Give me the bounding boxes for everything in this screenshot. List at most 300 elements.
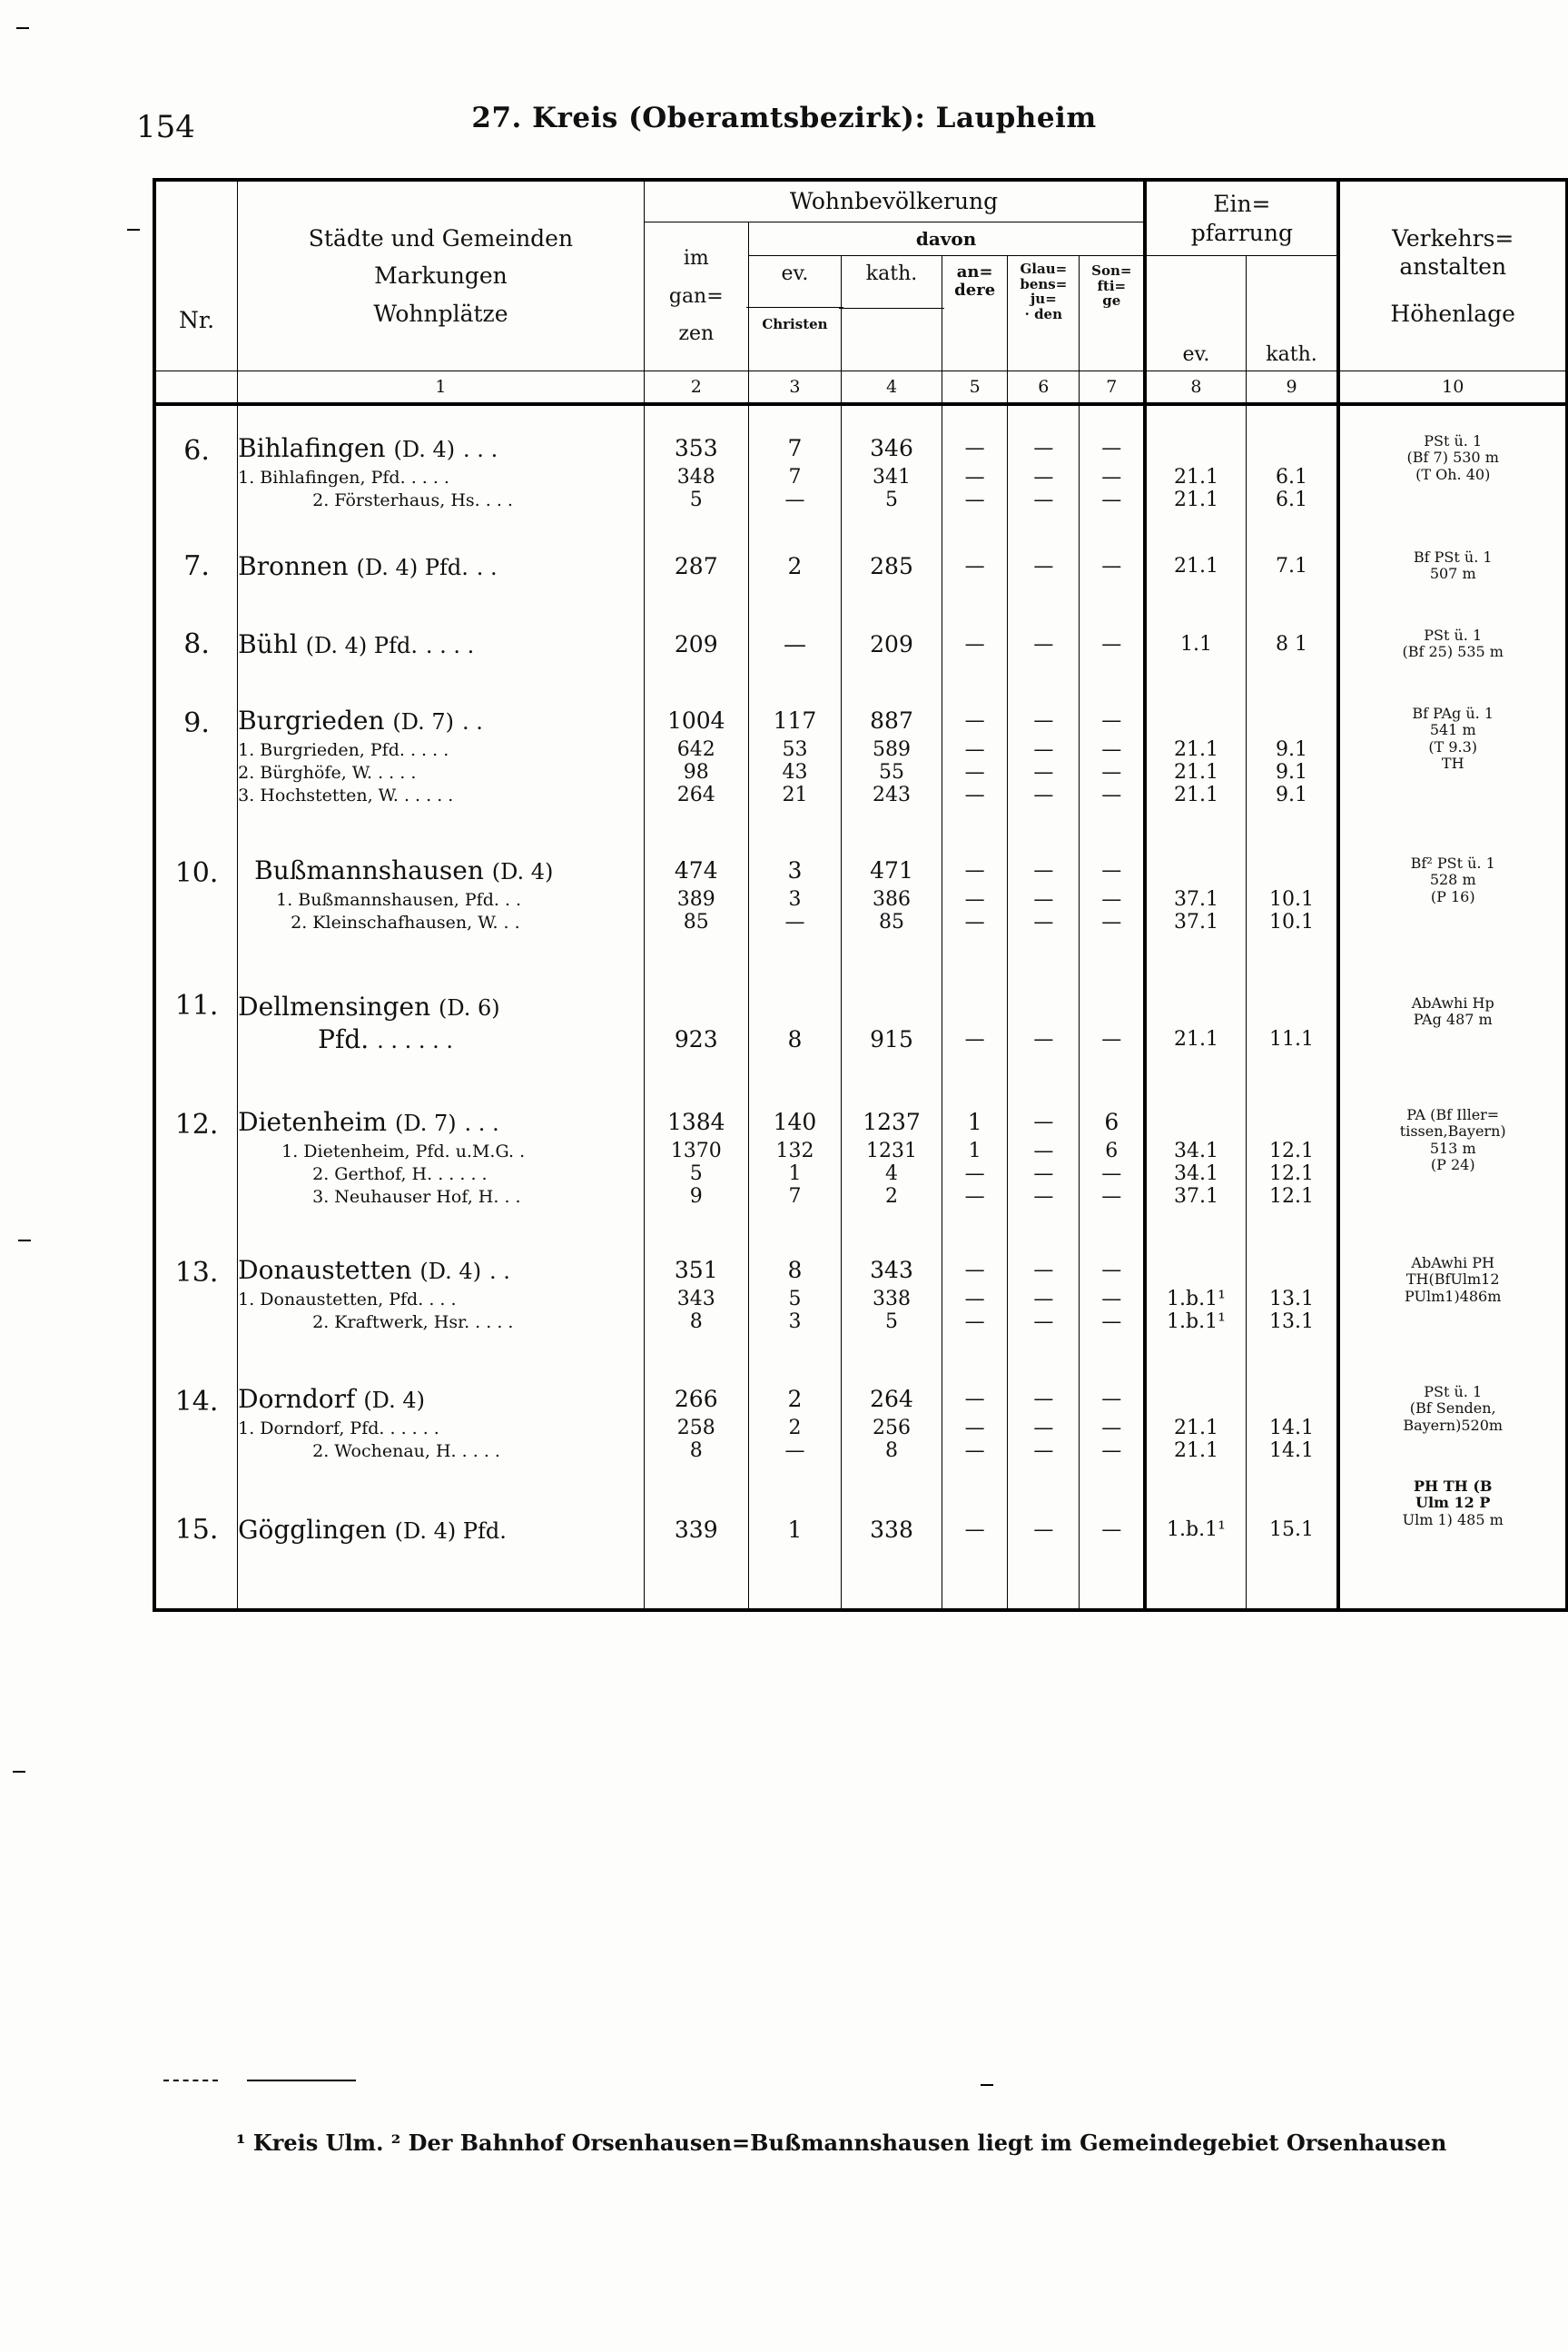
verkehr-line: 507 m: [1429, 565, 1476, 582]
row-name: [238, 852, 645, 888]
header-sonstige-line-1: Son=: [1091, 262, 1132, 279]
sonstige: —: [1080, 702, 1146, 738]
ein-ev: 21.1: [1145, 1439, 1246, 1462]
bottom-cell: [238, 1606, 645, 1610]
andere: —: [942, 1417, 1007, 1439]
sub-name: [238, 911, 645, 934]
ev-blank: [748, 988, 841, 1024]
spacer-cell: [238, 584, 645, 626]
verkehr-line: PSt ü. 1: [1424, 1383, 1483, 1400]
ein-kath: [1246, 1380, 1338, 1417]
spacer-cell: [238, 934, 645, 988]
header-verkehrsanstalten: [1338, 180, 1567, 371]
sub-label: 3. Neuhauser Hof, H.: [312, 1186, 499, 1207]
sub-label: 1. Donaustetten, Pfd.: [238, 1289, 424, 1309]
andere: —: [942, 911, 1007, 934]
ev: —: [748, 489, 841, 511]
ein-ev: 37.1: [1145, 1185, 1246, 1208]
sub-dots: . . . .: [475, 1311, 514, 1332]
ev: 2: [748, 1380, 841, 1417]
spacer-cell: [748, 404, 841, 430]
spacer-cell: [942, 1208, 1007, 1251]
spacer-cell: [238, 1548, 645, 1606]
row-name: [238, 626, 645, 662]
bottom-cell: [644, 1606, 748, 1610]
colnum-1: 1: [238, 371, 645, 405]
header-places-line-2: Markungen: [374, 262, 508, 290]
kath: 915: [842, 1024, 942, 1054]
spacer-cell: [1145, 1208, 1246, 1251]
sonstige: —: [1080, 548, 1146, 584]
spacer-cell: [748, 1054, 841, 1103]
spacer-cell: [1080, 511, 1146, 548]
spacer-cell: [1246, 404, 1338, 430]
ev: 1: [748, 1512, 841, 1548]
spacer-cell: [748, 1333, 841, 1380]
place-name: Bihlafingen: [238, 432, 386, 463]
colnum-5: 5: [942, 371, 1007, 405]
sub-name: [238, 466, 645, 489]
spacer-row: [154, 934, 1567, 988]
bottom-cell: [748, 1606, 841, 1610]
header-places-line-3: Wohnplätze: [373, 300, 508, 327]
spacer-cell: [644, 662, 748, 702]
ev: 3: [748, 1310, 841, 1333]
sonstige: —: [1080, 1024, 1146, 1054]
spacer-row: [154, 404, 1567, 430]
verkehr-line: (P 16): [1430, 887, 1475, 905]
colnum-10: 10: [1338, 371, 1567, 405]
verkehr: [1338, 626, 1567, 662]
spacer-cell: [1338, 1208, 1567, 1251]
total: 343: [644, 1288, 748, 1310]
sub-name: [238, 1439, 645, 1462]
ein-ev: 1.b.1¹: [1145, 1310, 1246, 1333]
juden: —: [1008, 430, 1080, 466]
ev: 2: [748, 1417, 841, 1439]
andere: —: [942, 1185, 1007, 1208]
spacer-row: [154, 1208, 1567, 1251]
verkehr: [1338, 988, 1567, 1054]
sub-name: [238, 1288, 645, 1310]
spacer-cell: [1008, 1333, 1080, 1380]
total-blank: [644, 988, 748, 1024]
ein-kath: 13.1: [1246, 1310, 1338, 1333]
place-dots-2: . . . . . .: [377, 1028, 453, 1053]
header-ev: ev.: [781, 262, 809, 285]
table-row: [154, 430, 1567, 466]
sub-name: [238, 784, 645, 806]
spacer-cell: [1145, 1333, 1246, 1380]
total: 85: [644, 911, 748, 934]
andere: —: [942, 1251, 1007, 1288]
ein-kath: 8 1: [1246, 626, 1338, 662]
kath: 243: [842, 784, 942, 806]
kath: 386: [842, 888, 942, 911]
sonstige: —: [1080, 1417, 1146, 1439]
ein-kath: [1246, 852, 1338, 888]
sub-name: [238, 1162, 645, 1185]
ein-kath: 11.1: [1246, 1024, 1338, 1054]
sub-name: [238, 1310, 645, 1333]
ein-ev: 21.1: [1145, 1024, 1246, 1054]
verkehr-line: 528 m: [1429, 871, 1476, 889]
margin-tick: [13, 1771, 25, 1773]
kath: 346: [842, 430, 942, 466]
total: 348: [644, 466, 748, 489]
juden: —: [1008, 626, 1080, 662]
ein-ev: 37.1: [1145, 888, 1246, 911]
spacer-cell: [748, 511, 841, 548]
verkehr-line: PA (Bf Iller=: [1406, 1106, 1500, 1123]
colnum-7: 7: [1080, 371, 1146, 405]
total: 389: [644, 888, 748, 911]
place-district: (D. 7): [395, 1110, 457, 1136]
header-einpfarrung-ev: ev.: [1182, 342, 1210, 366]
sub-dots: .: [519, 1141, 526, 1161]
colnum-2: 2: [644, 371, 748, 405]
ein-ev: 37.1: [1145, 911, 1246, 934]
spacer-cell: [154, 404, 238, 430]
kath: 1237: [842, 1103, 942, 1140]
ein-ev: 1.b.1¹: [1145, 1512, 1246, 1548]
place-name: Bronnen: [238, 550, 349, 581]
row-nr: 15.: [154, 1512, 238, 1548]
sub-label: 1. Burgrieden, Pfd.: [238, 739, 405, 760]
spacer-row: [154, 1054, 1567, 1103]
ein-kath: 6.1: [1246, 489, 1338, 511]
header-einpfarrung: [1145, 180, 1338, 256]
place-dots: . .: [461, 708, 483, 735]
spacer-cell: [942, 404, 1007, 430]
colnum-3: 3: [748, 371, 841, 405]
sub-label: 1. Dietenheim, Pfd. u.M.G.: [281, 1141, 515, 1161]
juden: —: [1008, 911, 1080, 934]
verkehr: [1338, 430, 1567, 511]
spacer-cell: [1080, 584, 1146, 626]
spacer-cell: [1145, 934, 1246, 988]
spacer-cell: [1080, 1548, 1146, 1606]
place-district: (D. 7): [392, 708, 455, 735]
row-name: [238, 1251, 645, 1288]
spacer-cell: [842, 662, 942, 702]
ein-ev: 34.1: [1145, 1140, 1246, 1162]
table-row: [154, 1380, 1567, 1417]
juden: —: [1008, 784, 1080, 806]
table-row: [154, 1103, 1567, 1140]
spacer-cell: [842, 1054, 942, 1103]
spacer-cell: [1338, 662, 1567, 702]
juden: —: [1008, 1185, 1080, 1208]
andere: —: [942, 738, 1007, 761]
spacer-cell: [1246, 1208, 1338, 1251]
verkehr-line: (Bf 25) 535 m: [1402, 643, 1504, 660]
ein-ev: [1145, 1103, 1246, 1140]
spacer-cell: [1008, 806, 1080, 852]
table-bottom-row: [154, 1606, 1567, 1610]
spacer-cell: [1008, 1054, 1080, 1103]
andere: —: [942, 1310, 1007, 1333]
verkehr: [1338, 548, 1567, 584]
spacer-cell: [238, 806, 645, 852]
spacer-cell: [842, 584, 942, 626]
row-nr: 14.: [154, 1380, 238, 1462]
sub-label: 3. Hochstetten, W.: [238, 785, 399, 805]
spacer-cell: [1246, 662, 1338, 702]
spacer-cell: [238, 1054, 645, 1103]
ein-kath: [1246, 1251, 1338, 1288]
sonstige: —: [1080, 466, 1146, 489]
andere: —: [942, 1288, 1007, 1310]
place-name: Dellmensingen: [238, 991, 431, 1022]
ein-ev: [1145, 702, 1246, 738]
sonstige: —: [1080, 784, 1146, 806]
verkehr: [1340, 1462, 1565, 1512]
verkehr-line: (Bf 7) 530 m: [1406, 449, 1499, 467]
andere: —: [942, 1439, 1007, 1462]
verkehr-line: PSt ü. 1: [1424, 432, 1483, 450]
spacer-cell: [1080, 934, 1146, 988]
sonstige: 6: [1080, 1140, 1146, 1162]
row-name: [238, 548, 645, 584]
place-dots: . . . .: [425, 632, 475, 658]
ein-kath: 10.1: [1246, 888, 1338, 911]
spacer-cell: [842, 806, 942, 852]
sonstige: —: [1080, 430, 1146, 466]
spacer-cell: [154, 511, 238, 548]
verkehr-line: AbAwhi Hp: [1411, 994, 1494, 1012]
spacer-cell: [644, 934, 748, 988]
row-nr: 7.: [154, 548, 238, 584]
ev: —: [748, 911, 841, 934]
spacer-cell: [942, 511, 1007, 548]
spacer-cell: [1080, 806, 1146, 852]
spacer-cell: [942, 806, 1007, 852]
kath: 338: [842, 1512, 942, 1548]
spacer-cell: [842, 404, 942, 430]
andere: —: [942, 548, 1007, 584]
ein-kath: 13.1: [1246, 1288, 1338, 1310]
ein-ev: [1145, 430, 1246, 466]
sub-label: 2. Kraftwerk, Hsr.: [312, 1311, 470, 1332]
bottom-cell: [842, 1606, 942, 1610]
sub-name: [238, 1140, 645, 1162]
juden: —: [1008, 1251, 1080, 1288]
sub-label: 2. Bürghöfe, W.: [238, 762, 373, 783]
verkehr-line: PUlm1)486m: [1405, 1287, 1502, 1305]
statistics-table: [153, 178, 1568, 1612]
spacer-cell: [1145, 662, 1246, 702]
place-dots: . . .: [464, 1110, 499, 1136]
andere: 1: [942, 1103, 1007, 1140]
ein-ev: [1145, 1251, 1246, 1288]
row-name: [238, 430, 645, 466]
sub-dots: . . .: [429, 1289, 457, 1309]
total: 353: [644, 430, 748, 466]
spacer-cell: [154, 662, 238, 702]
spacer-cell: [238, 1208, 645, 1251]
header-row-1: [154, 180, 1567, 222]
ein-kath: 14.1: [1246, 1439, 1338, 1462]
spacer-cell: [942, 1054, 1007, 1103]
row-nr: 8.: [154, 626, 238, 662]
ein-kath: [1246, 702, 1338, 738]
ein-kath: 10.1: [1246, 911, 1338, 934]
footnote-text: ¹ Kreis Ulm. ² Der Bahnhof Orsenhausen=Bußmannshausen liegt im Gemeindegebiet Orsenhausen: [236, 2130, 1447, 2156]
spacer-cell: [1246, 1054, 1338, 1103]
sonstige: —: [1080, 489, 1146, 511]
row-name: [238, 1512, 645, 1548]
spacer-cell: [154, 1333, 238, 1380]
column-number-row: [154, 371, 1567, 405]
kath: 343: [842, 1251, 942, 1288]
ev: —: [748, 626, 841, 662]
spacer-cell: [942, 934, 1007, 988]
verkehr: [1338, 702, 1567, 806]
spacer-cell: [1246, 511, 1338, 548]
header-juden-line-4: · den: [1024, 305, 1063, 322]
header-verkehr-line-2: anstalten: [1399, 253, 1507, 281]
spacer-cell: [748, 662, 841, 702]
sonstige: —: [1080, 1251, 1146, 1288]
row-nr: 12.: [154, 1103, 238, 1208]
verkehr-line: Bf PSt ü. 1: [1413, 548, 1493, 566]
ev: 140: [748, 1103, 841, 1140]
margin-tick: [981, 2084, 993, 2086]
ev: 7: [748, 1185, 841, 1208]
kath: 5: [842, 489, 942, 511]
verkehr: [1338, 852, 1567, 934]
juden: —: [1008, 1103, 1080, 1140]
table-row: [154, 702, 1567, 738]
verkehr-line: (T Oh. 40): [1415, 465, 1491, 483]
sonstige: —: [1080, 1288, 1146, 1310]
sub-dots: . . . .: [409, 739, 449, 760]
sub-name: [238, 738, 645, 761]
sonstige: 6: [1080, 1103, 1146, 1140]
juden: —: [1008, 1162, 1080, 1185]
verkehr: [1338, 1251, 1567, 1333]
spacer-cell: [842, 511, 942, 548]
spacer-cell: [1080, 404, 1146, 430]
sonstige: —: [1080, 738, 1146, 761]
spacer-row: [154, 1548, 1567, 1606]
andere-blank: [942, 988, 1007, 1024]
sonstige: —: [1080, 1310, 1146, 1333]
spacer-cell: [1080, 1054, 1146, 1103]
spacer-cell: [154, 806, 238, 852]
sub-label: 2. Gerthof, H.: [312, 1163, 433, 1184]
ev: 3: [748, 888, 841, 911]
row-name: [238, 702, 645, 738]
footnote-separator: [247, 2080, 356, 2081]
ein-kath: 9.1: [1246, 761, 1338, 784]
ein-kath: 12.1: [1246, 1185, 1338, 1208]
footnote-separator-dashed: [163, 2080, 218, 2081]
place-name: Dietenheim: [238, 1106, 388, 1137]
kath: 4: [842, 1162, 942, 1185]
footnote: [236, 2130, 1559, 2156]
ein-kath: [1246, 430, 1338, 466]
total: 258: [644, 1417, 748, 1439]
total: 642: [644, 738, 748, 761]
ein-kath: 12.1: [1246, 1162, 1338, 1185]
sub-dots: . .: [504, 1186, 521, 1207]
spacer-cell: [1246, 934, 1338, 988]
ev: 7: [748, 430, 841, 466]
total: 923: [644, 1024, 748, 1054]
spacer-cell: [1080, 1333, 1146, 1380]
sub-label: 1. Bußmannshausen, Pfd.: [276, 889, 499, 910]
spacer-cell: [154, 584, 238, 626]
spacer-row: [154, 511, 1567, 548]
spacer-cell: [1008, 934, 1080, 988]
spacer-cell: [748, 1462, 841, 1512]
ein-ev: 21.1: [1145, 548, 1246, 584]
header-im-ganzen-line-2: gan=: [668, 284, 724, 308]
spacer-cell: [942, 662, 1007, 702]
kath: 589: [842, 738, 942, 761]
juden: —: [1008, 888, 1080, 911]
sonstige: —: [1080, 1512, 1146, 1548]
juden: —: [1008, 761, 1080, 784]
page-number: 154: [136, 109, 195, 145]
sub-dots: . . . . .: [438, 1163, 488, 1184]
spacer-cell: [238, 404, 645, 430]
header-im-ganzen-line-3: zen: [678, 322, 715, 346]
verkehr-line: PAg 487 m: [1413, 1011, 1493, 1029]
ein-kath: 6.1: [1246, 466, 1338, 489]
andere: —: [942, 1380, 1007, 1417]
bottom-cell: [154, 1606, 238, 1610]
spacer-cell: [1246, 584, 1338, 626]
spacer-cell: [1008, 1548, 1080, 1606]
colnum-blank: [154, 371, 238, 405]
total: 287: [644, 548, 748, 584]
verkehr-line: (Bf Senden,: [1409, 1399, 1496, 1418]
sonstige: —: [1080, 888, 1146, 911]
place-district: (D. 4): [491, 858, 554, 884]
spacer-cell: [942, 584, 1007, 626]
place-district: (D. 4): [419, 1258, 482, 1284]
verkehr-line: Ulm 12 P: [1415, 1494, 1491, 1512]
spacer-cell: [1145, 1054, 1246, 1103]
total: 474: [644, 852, 748, 888]
ev: 8: [748, 1024, 841, 1054]
bottom-cell: [1008, 1606, 1080, 1610]
sonstige: —: [1080, 761, 1146, 784]
sub-dots: . .: [504, 889, 522, 910]
spacer-cell: [1145, 404, 1246, 430]
table-row: [154, 852, 1567, 888]
total: 1384: [644, 1103, 748, 1140]
spacer-cell: [1246, 1548, 1338, 1606]
kath: 256: [842, 1417, 942, 1439]
header-davon: davon: [748, 222, 1145, 256]
table-row: [154, 626, 1567, 662]
sub-name: [238, 761, 645, 784]
verkehr-line: (P 24): [1430, 1156, 1475, 1174]
sub-dots: . .: [503, 912, 520, 933]
spacer-cell: [1080, 1462, 1146, 1512]
total: 339: [644, 1512, 748, 1548]
spacer-cell: [644, 1333, 748, 1380]
verkehr-line: 541 m: [1429, 721, 1476, 739]
spacer-cell: [748, 806, 841, 852]
table-row: [154, 548, 1567, 584]
spacer-cell: [942, 1333, 1007, 1380]
total: 351: [644, 1251, 748, 1288]
